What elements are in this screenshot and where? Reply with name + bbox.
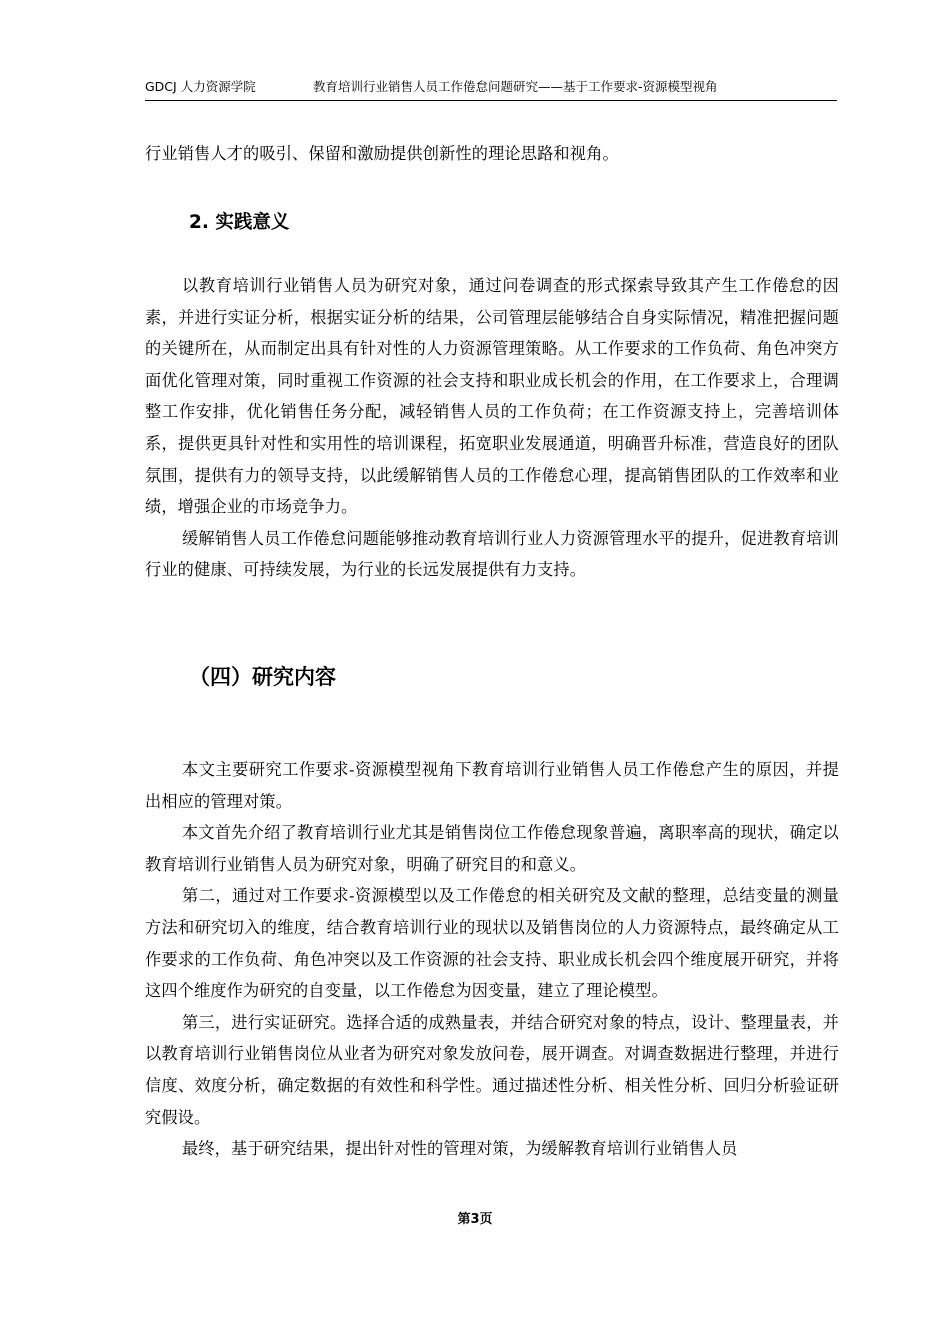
continued-paragraph: 行业销售人才的吸引、保留和激励提供创新性的理论思路和视角。 [145,144,619,163]
running-header [145,78,837,101]
paragraph: 最终，基于研究结果，提出针对性的管理对策，为缓解教育培训行业销售人员 [182,1139,738,1159]
header-institution: GDCJ 人力资源学院 [145,79,256,94]
paragraph: 缓解销售人员工作倦怠问题能够推动教育培训行业人力资源管理水平的提升，促进教育培训行业的健康、可持续发展，为行业的长远发展提供有力支持。 [145,528,839,580]
subsection-heading-practical-significance: 2. 实践意义 [189,212,290,233]
header-thesis-title: 教育培训行业销售人员工作倦怠问题研究——基于工作要求-资源模型视角 [313,79,718,94]
paragraph: 第三，进行实证研究。选择合适的成熟量表，并结合研究对象的特点，设计、整理量表，并以教育培训行业销售岗位从业者为研究对象发放问卷，展开调查。对调查数据进行整理，并进行信度、效度分析，确定数据的有效性和科学性。通过描述性分析、相关性分析、回归分析验证研究假设。 [145,1012,839,1127]
paragraph: 本文首先介绍了教育培训行业尤其是销售岗位工作倦怠现象普遍，离职率高的现状，确定以教育培训行业销售人员为研究对象，明确了研究目的和意义。 [145,823,839,874]
paragraph: 第二，通过对工作要求-资源模型以及工作倦怠的相关研究及文献的整理，总结变量的测量方法和研究切入的维度，结合教育培训行业的现状以及销售岗位的人力资源特点，最终确定从工作要求的工作负荷、角色冲突以及工作资源的社会支持、职业成长机会四个维度展开研究，并将这四个维度作为研究的自变量，以工作倦怠为因变量，建立了理论模型。 [145,886,839,1001]
research-content-text [145,754,839,1165]
paragraph: 本文主要研究工作要求-资源模型视角下教育培训行业销售人员工作倦怠产生的原因，并提出相应的管理对策。 [145,760,839,811]
section-heading-research-content: （四）研究内容 [189,665,336,689]
practical-significance-text [145,270,839,586]
paragraph: 以教育培训行业销售人员为研究对象，通过问卷调查的形式探索导致其产生工作倦怠的因素，并进行实证分析，根据实证分析的结果，公司管理层能够结合自身实际情况，精准把握问题的关键所在，从而制定出具有针对性的人力资源管理策略。从工作要求的工作负荷、角色冲突方面优化管理对策，同时重视工作资源的社会支持和职业成长机会的作用，在工作要求上，合理调整工作安排，优化销售任务分配，减轻销售人员的工作负荷；在工作资源支持上，完善培训体系，提供更具针对性和实用性的培训课程，拓宽职业发展通道，明确晋升标准，营造良好的团队氛围，提供有力的领导支持，以此缓解销售人员的工作倦怠心理，提高销售团队的工作效率和业绩，增强企业的市场竞争力。 [145,276,839,517]
page-number: 第3页 [457,1212,493,1227]
